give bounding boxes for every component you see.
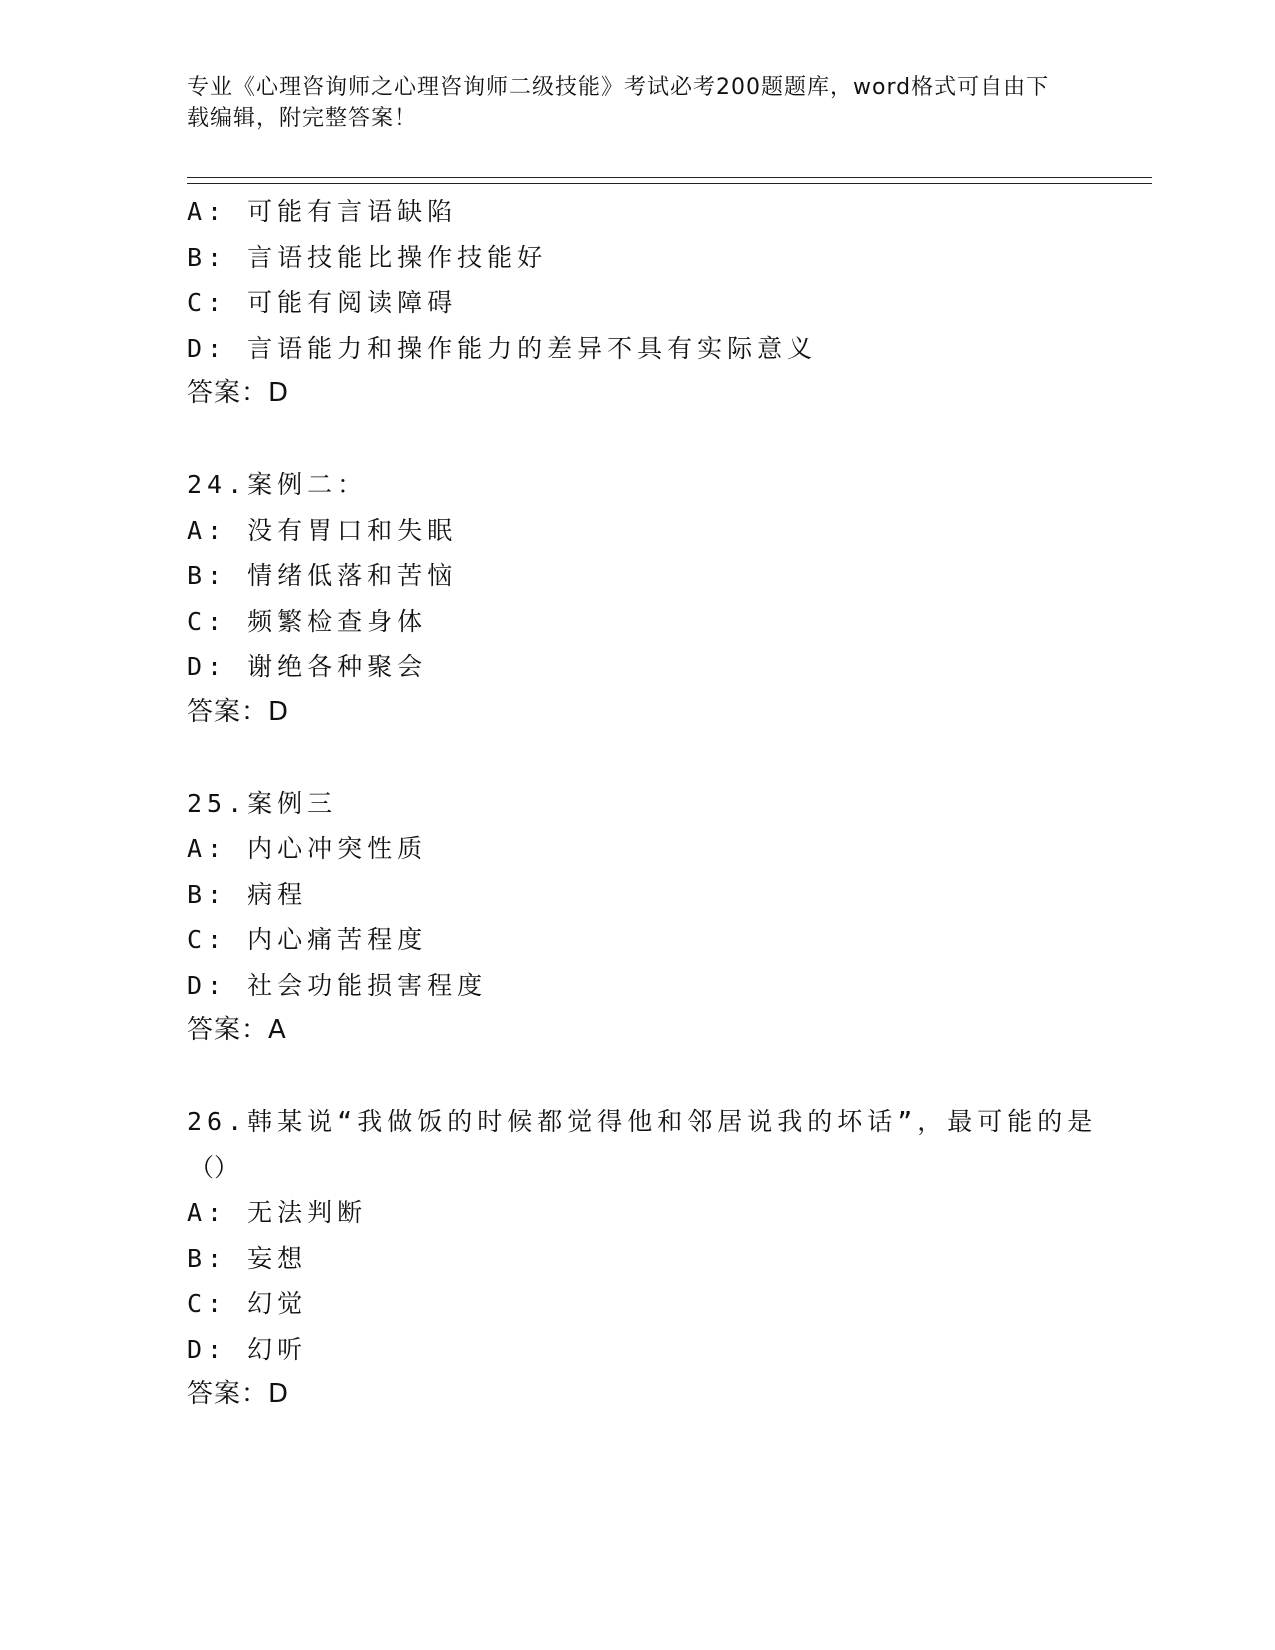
option-c: C: 幻觉 — [187, 1289, 308, 1318]
option-b: B: 妄想 — [187, 1243, 308, 1273]
option-b: B: 情绪低落和苦恼 — [187, 561, 458, 590]
question-stem: 24.案例二： — [187, 470, 368, 499]
question-25 — [187, 781, 1152, 1054]
option-a: A: 没有胃口和失眠 — [187, 515, 458, 545]
question-24 — [187, 462, 1152, 735]
option-a: A: 内心冲突性质 — [187, 834, 428, 863]
document-intro: 专业《心理咨询师之心理咨询师二级技能》考试必考200题题库，word格式可自由下载编辑，附完整答案！ — [187, 75, 1050, 131]
question-stem: 26.韩某说“我做饭的时候都觉得他和邻居说我的坏话”，最可能的是 — [187, 1107, 1098, 1136]
spacer — [187, 417, 1152, 463]
header-rule-bottom — [187, 183, 1152, 184]
option-d: D: 幻听 — [187, 1334, 308, 1364]
question-stem-continuation: （） — [189, 1152, 240, 1182]
option-a: A: 无法判断 — [187, 1198, 368, 1227]
question-23 — [187, 189, 1152, 417]
question-list — [187, 189, 1152, 1418]
option-d: D: 言语能力和操作能力的差异不具有实际意义 — [187, 333, 818, 363]
spacer — [187, 1054, 1152, 1100]
question-26 — [187, 1099, 1152, 1418]
answer-line: 答案：D — [187, 1379, 290, 1409]
option-c: C: 内心痛苦程度 — [187, 925, 428, 954]
option-d: D: 社会功能损害程度 — [187, 970, 488, 1000]
question-stem: 25.案例三 — [187, 788, 338, 818]
option-a: A: 可能有言语缺陷 — [187, 197, 458, 226]
option-b: B: 言语技能比操作技能好 — [187, 242, 548, 272]
option-c: C: 可能有阅读障碍 — [187, 288, 458, 317]
answer-line: 答案：A — [187, 1015, 287, 1045]
answer-line: 答案：D — [187, 378, 290, 408]
answer-line: 答案：D — [187, 696, 290, 727]
option-d: D: 谢绝各种聚会 — [187, 652, 428, 681]
header-rule-top — [187, 177, 1152, 178]
option-c: C: 频繁检查身体 — [187, 606, 428, 636]
spacer — [187, 735, 1152, 781]
option-b: B: 病程 — [187, 879, 308, 909]
